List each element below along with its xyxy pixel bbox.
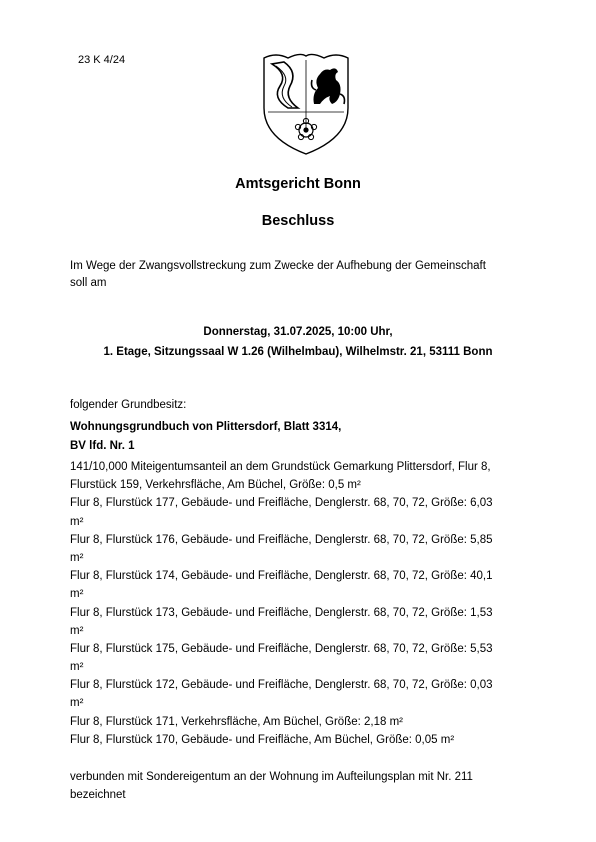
property-line: Flur 8, Flurstück 174, Gebäude- und Freifläche, Denglerstr. 68, 70, 72, Größe: 40,1	[70, 570, 493, 583]
outro-text-line: verbunden mit Sondereigentum an der Wohnung im Aufteilungsplan mit Nr. 211	[70, 771, 473, 783]
property-line: m²	[70, 588, 84, 601]
property-description	[70, 458, 493, 749]
property-label: folgender Grundbesitz:	[70, 399, 187, 411]
court-name: Amtsgericht Bonn	[235, 176, 361, 192]
property-line: m²	[70, 624, 84, 637]
document-title: Beschluss	[261, 213, 335, 229]
case-number: 23 K 4/24	[78, 54, 126, 66]
coat-of-arms-icon	[258, 50, 354, 156]
property-line: m²	[70, 515, 84, 528]
property-line: Flur 8, Flurstück 172, Gebäude- und Freifläche, Denglerstr. 68, 70, 72, Größe: 0,03	[70, 679, 493, 692]
outro-text-line: bezeichnet	[70, 789, 126, 801]
property-line: Flur 8, Flurstück 175, Gebäude- und Freifläche, Denglerstr. 68, 70, 72, Größe: 5,53	[70, 642, 493, 655]
property-line: m²	[70, 697, 84, 710]
property-line: Flur 8, Flurstück 176, Gebäude- und Freifläche, Denglerstr. 68, 70, 72, Größe: 5,85	[70, 533, 493, 546]
intro-text-line: soll am	[70, 277, 107, 289]
property-line: 141/10,000 Miteigentumsanteil an dem Grundstück Gemarkung Plittersdorf, Flur 8,	[70, 461, 491, 473]
property-line: Flurstück 159, Verkehrsfläche, Am Büchel, Größe: 0,5 m²	[70, 479, 361, 492]
intro-text-line: Im Wege der Zwangsvollstreckung zum Zwecke der Aufhebung der Gemeinschaft	[70, 260, 486, 272]
inventory-number: BV lfd. Nr. 1	[70, 440, 135, 452]
property-line: m²	[70, 551, 84, 564]
appointment-location: 1. Etage, Sitzungssaal W 1.26 (Wilhelmbau), Wilhelmstr. 21, 53111 Bonn	[103, 346, 493, 358]
property-line: Flur 8, Flurstück 177, Gebäude- und Freifläche, Denglerstr. 68, 70, 72, Größe: 6,03	[70, 497, 493, 510]
property-line: Flur 8, Flurstück 173, Gebäude- und Freifläche, Denglerstr. 68, 70, 72, Größe: 1,53	[70, 606, 493, 619]
land-register-entry: Wohnungsgrundbuch von Plittersdorf, Blatt 3314,	[70, 421, 342, 433]
property-line: Flur 8, Flurstück 170, Gebäude- und Freifläche, Am Büchel, Größe: 0,05 m²	[70, 733, 455, 746]
property-line: m²	[70, 661, 84, 674]
appointment-date: Donnerstag, 31.07.2025, 10:00 Uhr,	[203, 326, 393, 338]
property-line: Flur 8, Flurstück 171, Verkehrsfläche, Am Büchel, Größe: 2,18 m²	[70, 715, 403, 728]
